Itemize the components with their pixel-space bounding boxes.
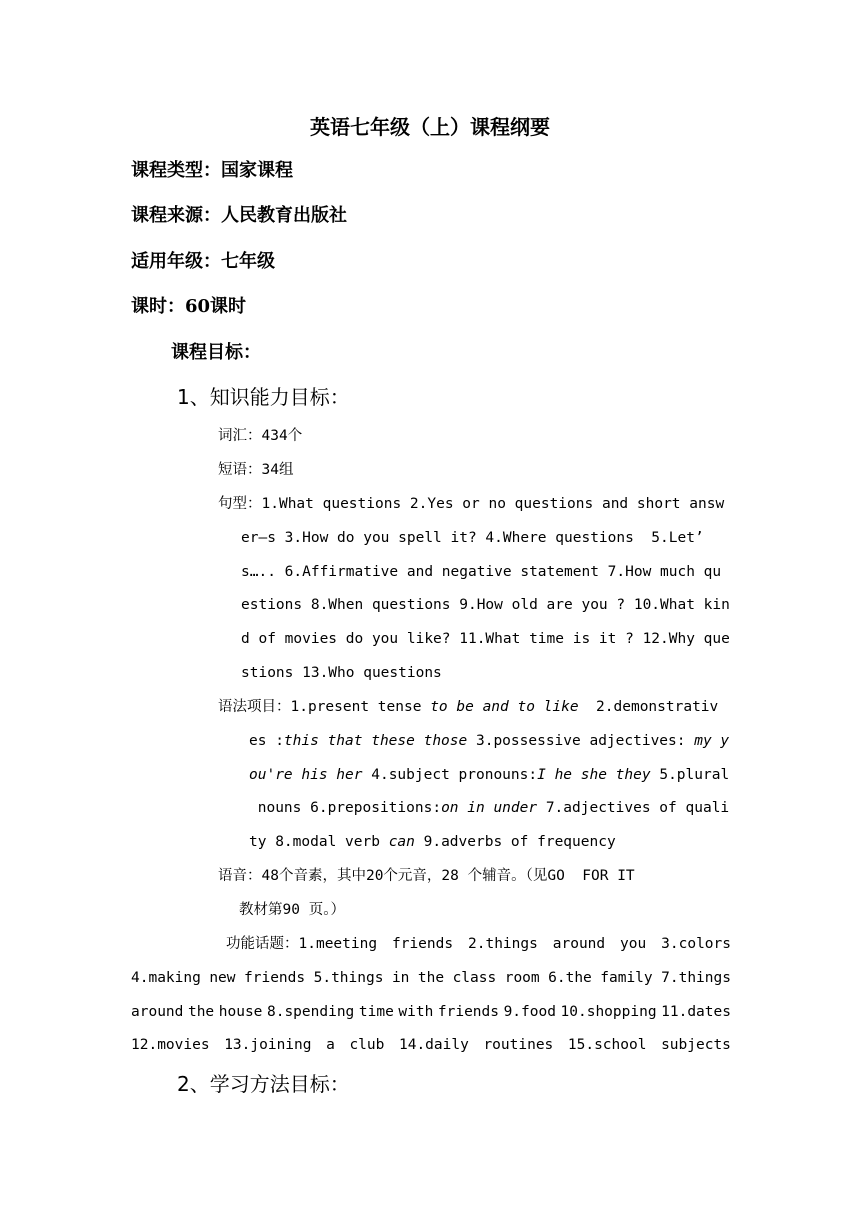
grammar-line: ou're his her 4.subject pronouns:I he she they 5.plural bbox=[249, 766, 730, 783]
phonetics-line: 语音：48个音素，其中20个元音，28 个辅音。（见GO FOR IT bbox=[218, 868, 635, 884]
grammar-line: nouns 6.prepositions:on in under 7.adjectives of quali bbox=[249, 800, 730, 817]
topics-line: 12.movies 13.joining a club 14.daily routines 15.school subjects bbox=[131, 1037, 731, 1054]
sentence-line: 句型：1.What questions 2.Yes or no questions and short answ bbox=[218, 496, 725, 512]
grammar-line: 语法项目：1.present tense to be and to like 2.demonstrativ bbox=[218, 699, 719, 715]
learning-method-goals-heading: 2、学习方法目标： bbox=[177, 1072, 350, 1096]
topics-line: 4.making new friends 5.things in the class room 6.the family 7.things bbox=[131, 969, 731, 986]
sentence-line: er—s 3.How do you spell it? 4.Where questions 5.Let’ bbox=[241, 529, 704, 546]
applicable-grade: 适用年级：七年级 bbox=[131, 251, 275, 272]
phrases-item: 短语：34组 bbox=[218, 462, 294, 478]
sentence-line: d of movies do you like? 11.What time is it ? 12.Why que bbox=[241, 631, 730, 648]
topics-line: around the house 8.spending time with friends 9.food 10.shopping 11.dates bbox=[131, 1003, 731, 1020]
knowledge-goals-heading: 1、知识能力目标： bbox=[177, 385, 350, 409]
sentence-line: estions 8.When questions 9.How old are you ? 10.What kin bbox=[241, 597, 730, 614]
phonetics-line: 教材第90 页。） bbox=[239, 901, 345, 918]
phonetics-block bbox=[218, 860, 635, 928]
topics-line: 功能话题：1.meeting friends 2.things around you 3.colors bbox=[226, 936, 731, 952]
course-source: 课程来源：人民教育出版社 bbox=[131, 205, 347, 226]
class-hours: 课时：60课时 bbox=[131, 296, 247, 317]
grammar-items-block bbox=[218, 691, 729, 860]
sentence-line: stions 13.Who questions bbox=[241, 664, 442, 681]
grammar-line: ty 8.modal verb can 9.adverbs of frequency bbox=[249, 834, 616, 851]
course-goals-heading: 课程目标： bbox=[171, 342, 261, 363]
document-title: 英语七年级（上）课程纲要 bbox=[310, 115, 550, 139]
sentence-patterns-block bbox=[218, 488, 730, 691]
vocabulary-item: 词汇：434个 bbox=[218, 428, 303, 444]
functional-topics-block bbox=[131, 928, 731, 1063]
course-type: 课程类型：国家课程 bbox=[131, 160, 293, 181]
sentence-line: s….. 6.Affirmative and negative statement 7.How much qu bbox=[241, 563, 722, 580]
grammar-line: es :this that these those 3.possessive adjectives: my y bbox=[249, 732, 730, 749]
